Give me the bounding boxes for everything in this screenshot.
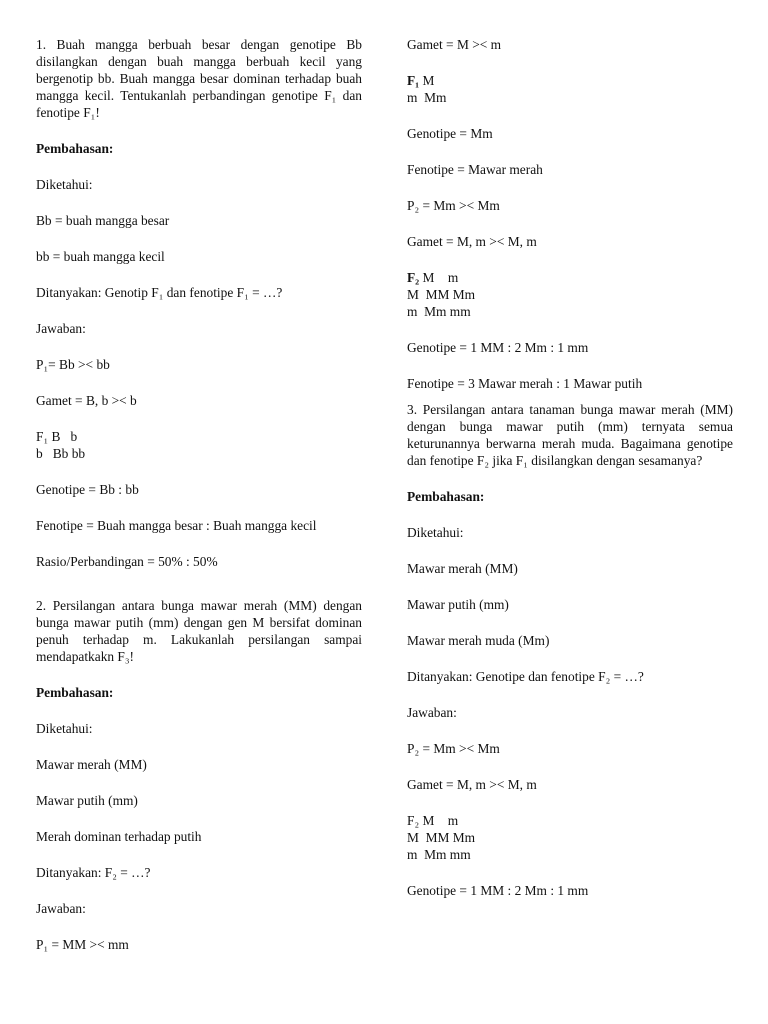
punnett-row-text: m Mm mm [407, 847, 471, 862]
left-column [36, 36, 362, 953]
text-line [36, 936, 362, 953]
text-line [407, 125, 733, 142]
section-heading-text: Pembahasan: [36, 141, 114, 156]
text-line [407, 632, 733, 649]
punnett-row [407, 829, 733, 846]
punnett-square [36, 428, 362, 462]
text-line-text: Mawar merah muda (Mm) [407, 633, 550, 648]
question-paragraph-text: 1. Buah mangga berbuah besar dengan genotipe Bb disilangkan dengan buah mangga berbuah kecil yang bergenotip bb. Buah mangga besar dominan terhadap buah mangga kecil. Tentukanlah perbandingan genotipe F₁ dan fenotipe F₁! [36, 37, 362, 120]
text-line [407, 233, 733, 250]
text-line [407, 776, 733, 793]
text-line-text: Diketahui: [36, 177, 93, 192]
text-line-text: Ditanyakan: Genotipe dan fenotipe F₂ = …? [407, 669, 644, 684]
text-line [407, 668, 733, 685]
punnett-row-text: M m [419, 270, 459, 285]
text-line-text: Genotipe = Bb : bb [36, 482, 139, 497]
text-line-text: P₁= Bb >< bb [36, 357, 110, 372]
punnett-row-text: M MM Mm [407, 830, 476, 845]
text-line-text: Genotipe = 1 MM : 2 Mm : 1 mm [407, 883, 589, 898]
text-line [407, 339, 733, 356]
text-line-text: P₂ = Mm >< Mm [407, 198, 500, 213]
text-line [407, 596, 733, 613]
text-line-text: Bb = buah mangga besar [36, 213, 170, 228]
generation-label: F₁ [407, 73, 420, 88]
section-heading [36, 684, 362, 701]
punnett-row [36, 445, 362, 462]
punnett-square [407, 72, 733, 106]
text-line [36, 356, 362, 373]
text-line-text: Mawar merah (MM) [36, 757, 147, 772]
punnett-row-text: m Mm mm [407, 304, 471, 319]
text-line [407, 161, 733, 178]
text-line [36, 864, 362, 881]
punnett-row [407, 286, 733, 303]
question-paragraph [36, 36, 362, 121]
text-line [36, 900, 362, 917]
punnett-row [407, 812, 733, 829]
section-heading [36, 140, 362, 157]
text-line-text: Ditanyakan: F₂ = …? [36, 865, 151, 880]
text-line [36, 517, 362, 534]
punnett-square [407, 812, 733, 863]
text-line-text: Gamet = M, m >< M, m [407, 777, 537, 792]
text-line [407, 560, 733, 577]
text-line [36, 392, 362, 409]
punnett-row [407, 89, 733, 106]
punnett-row-text: M MM Mm [407, 287, 476, 302]
punnett-row-text: m Mm [407, 90, 447, 105]
text-line-text: Mawar putih (mm) [36, 793, 138, 808]
text-line-text: Fenotipe = 3 Mawar merah : 1 Mawar putih [407, 376, 643, 391]
punnett-row [36, 428, 362, 445]
text-line-text: Fenotipe = Buah mangga besar : Buah mangga kecil [36, 518, 317, 533]
text-line-text: Jawaban: [36, 901, 86, 916]
text-line [407, 197, 733, 214]
text-line-text: Jawaban: [407, 705, 457, 720]
text-line [407, 704, 733, 721]
text-line-text: P₂ = Mm >< Mm [407, 741, 500, 756]
punnett-row-text: M [419, 73, 435, 88]
text-line [36, 248, 362, 265]
punnett-row [407, 72, 733, 89]
punnett-square [407, 269, 733, 320]
text-line-text: Ditanyakan: Genotip F₁ dan fenotipe F₁ = …? [36, 285, 283, 300]
text-line [36, 320, 362, 337]
punnett-row [407, 303, 733, 320]
text-line [36, 828, 362, 845]
text-line [407, 740, 733, 757]
text-line-text: Mawar putih (mm) [407, 597, 509, 612]
text-line-text: Diketahui: [36, 721, 93, 736]
text-line-text: Genotipe = 1 MM : 2 Mm : 1 mm [407, 340, 589, 355]
text-line [36, 212, 362, 229]
punnett-row [407, 846, 733, 863]
text-line-text: Genotipe = Mm [407, 126, 493, 141]
text-line [36, 176, 362, 193]
text-line [36, 792, 362, 809]
text-line [36, 756, 362, 773]
text-line [407, 36, 733, 53]
question-paragraph [36, 597, 362, 665]
section-heading [407, 488, 733, 505]
punnett-row-text: b Bb bb [36, 446, 86, 461]
text-line-text: Jawaban: [36, 321, 86, 336]
text-line [407, 882, 733, 899]
question-paragraph-text: 2. Persilangan antara bunga mawar merah (MM) dengan bunga mawar putih (mm) dengan gen M bersifat dominan penuh terhadap m. Lakukanlah persilangan sampai mendapatkakn F₃! [36, 598, 362, 664]
text-line-text: Gamet = B, b >< b [36, 393, 137, 408]
text-line-text: Fenotipe = Mawar merah [407, 162, 543, 177]
text-line [407, 375, 733, 392]
text-line [407, 524, 733, 541]
text-line-text: Gamet = M >< m [407, 37, 502, 52]
text-line-text: bb = buah mangga kecil [36, 249, 165, 264]
punnett-row [407, 269, 733, 286]
question-paragraph-text: 3. Persilangan antara tanaman bunga mawar merah (MM) dengan bunga mawar putih (mm) ternyata semua keturunannya berwarna merah muda. Bagaimana genotipe dan fenotipe F₂ jika F₁ disilangkan dengan sesamanya? [407, 402, 733, 468]
punnett-row-text: F₂ M m [407, 813, 459, 828]
text-line-text: Rasio/Perbandingan = 50% : 50% [36, 554, 218, 569]
text-line [36, 481, 362, 498]
text-line [36, 284, 362, 301]
text-line [36, 720, 362, 737]
text-line-text: Diketahui: [407, 525, 464, 540]
generation-label: F₂ [407, 270, 420, 285]
text-line [36, 553, 362, 570]
question-paragraph [407, 401, 733, 469]
section-heading-text: Pembahasan: [36, 685, 114, 700]
text-line-text: Merah dominan terhadap putih [36, 829, 202, 844]
right-column [407, 36, 733, 899]
section-heading-text: Pembahasan: [407, 489, 485, 504]
text-line-text: Gamet = M, m >< M, m [407, 234, 537, 249]
text-line-text: P₁ = MM >< mm [36, 937, 129, 952]
text-line-text: Mawar merah (MM) [407, 561, 518, 576]
punnett-row-text: F₁ B b [36, 429, 78, 444]
